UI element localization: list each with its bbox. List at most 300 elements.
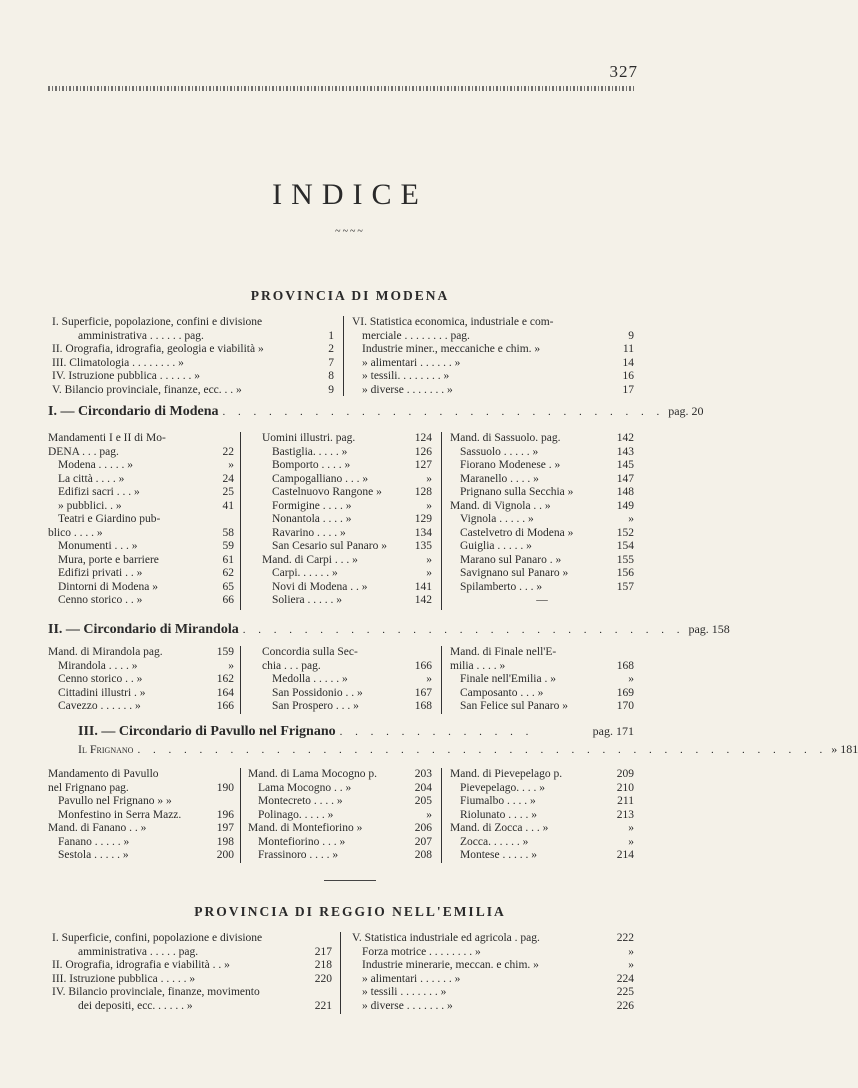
- entry-label: Cenno storico . . »: [58, 673, 143, 685]
- index-entry: [248, 849, 432, 863]
- entry-page: »: [228, 659, 234, 672]
- entry-page: 9: [328, 383, 334, 396]
- entry-label: San Possidonio . . »: [272, 686, 363, 699]
- entry-page: 166: [216, 700, 234, 712]
- entry-label: Ravarino . . . . »: [272, 526, 346, 539]
- entry-page: 198: [216, 835, 234, 848]
- entry-page: »: [628, 513, 634, 525]
- index-entry: [262, 473, 432, 487]
- index-entry: [48, 459, 234, 473]
- index-entry: [52, 1000, 332, 1014]
- index-entry: [262, 594, 432, 608]
- entry-label: Mand. di Carpi . . . »: [262, 553, 358, 566]
- entry-label: IV. Bilancio provinciale, finanze, movimento: [52, 986, 260, 998]
- entry-page: 7: [328, 356, 334, 369]
- entry-page: 65: [222, 580, 234, 593]
- index-entry: [48, 646, 234, 660]
- header-rule: [48, 86, 634, 91]
- circondario-mirandola-heading: II. — Circondario di Mirandola . . . . . . . . . . . . . . . . . . . . . . . . . . . . . pag. 158: [48, 622, 730, 637]
- index-entry: [52, 973, 332, 987]
- index-entry: [450, 687, 634, 701]
- reggio-left-list: [52, 932, 332, 1013]
- entry-page: 14: [622, 356, 634, 369]
- entry-page: 217: [314, 945, 332, 958]
- entry-page: 196: [216, 808, 234, 821]
- index-entry: [450, 660, 634, 674]
- entry-label: Soliera . . . . . »: [272, 594, 342, 606]
- entry-label: merciale . . . . . . . . pag.: [362, 329, 470, 342]
- entry-page: 203: [414, 768, 432, 780]
- column-divider: [240, 768, 241, 863]
- entry-label: Dintorni di Modena »: [58, 580, 158, 593]
- index-entry: [352, 932, 634, 946]
- entry-label: San Cesario sul Panaro »: [272, 540, 387, 552]
- column-divider: [441, 646, 442, 714]
- entry-page: 164: [216, 686, 234, 699]
- index-entry: [262, 687, 432, 701]
- entry-label: Riolunato . . . . »: [460, 808, 537, 821]
- section-separator: [324, 880, 376, 881]
- entry-label: » alimentari . . . . . . »: [362, 972, 461, 985]
- index-entry: [450, 500, 634, 514]
- entry-page: 62: [222, 567, 234, 579]
- index-entry: [248, 836, 432, 850]
- entry-label: IV. Istruzione pubblica . . . . . . »: [52, 370, 200, 382]
- column-divider: [441, 768, 442, 863]
- entry-label: II. Orografia, idrografia, geologia e viabilità »: [52, 343, 264, 355]
- entry-page: 58: [222, 526, 234, 539]
- entry-page: 25: [222, 486, 234, 498]
- entry-label: Montefiorino . . . »: [258, 835, 346, 848]
- title-flourish: ~~~~: [335, 226, 365, 237]
- entry-label: Frassinoro . . . . »: [258, 849, 339, 861]
- entry-page: »: [228, 459, 234, 471]
- entry-page: 204: [414, 781, 432, 794]
- entry-label: Teatri e Giardino pub-: [58, 513, 161, 525]
- entry-label: V. Statistica industriale ed agricola . pag.: [352, 932, 540, 944]
- index-entry: [450, 673, 634, 687]
- entry-page: »: [426, 472, 432, 485]
- index-entry: [48, 700, 234, 714]
- entry-label: Nonantola . . . . »: [272, 513, 352, 525]
- index-entry: [48, 500, 234, 514]
- reggio-heading: PROVINCIA DI REGGIO NELL'EMILIA: [194, 904, 506, 919]
- entry-label: Uomini illustri. pag.: [262, 432, 356, 444]
- index-entry: [352, 986, 634, 1000]
- entry-label: II. Orografia, idrografia e viabilità . . »: [52, 959, 230, 971]
- index-entry: [52, 384, 334, 398]
- entry-page: 22: [222, 445, 234, 458]
- circ3-col1: [48, 768, 234, 863]
- entry-label: Mandamenti I e II di Mo-: [48, 432, 166, 444]
- entry-page: 214: [616, 849, 634, 861]
- circondario-modena-heading: I. — Circondario di Modena . . . . . . . . . . . . . . . . . . . . . . . . . . . . . pag. 20: [48, 404, 704, 419]
- entry-label: III. Climatologia . . . . . . . . »: [52, 356, 184, 369]
- entry-page: 8: [328, 370, 334, 382]
- column-divider: [343, 316, 344, 396]
- entry-page: »: [628, 822, 634, 834]
- index-entry: [262, 459, 432, 473]
- entry-label: Mandamento di Pavullo: [48, 768, 159, 780]
- entry-label: Mura, porte e barriere: [58, 553, 159, 566]
- entry-label: milia . . . . »: [450, 659, 506, 672]
- entry-label: Mand. di Mirandola pag.: [48, 646, 163, 658]
- entry-page: 145: [616, 459, 634, 471]
- entry-page: 208: [414, 849, 432, 861]
- index-entry: [262, 673, 432, 687]
- entry-label: Camposanto . . . »: [460, 686, 544, 699]
- entry-label: blico . . . . »: [48, 526, 103, 539]
- entry-label: Mand. di Finale nell'E-: [450, 646, 557, 658]
- entry-page: 159: [216, 646, 234, 658]
- index-entry: [352, 1000, 634, 1014]
- circ1-col2: [262, 432, 432, 608]
- entry-page: 2: [328, 343, 334, 355]
- index-entry: [450, 822, 634, 836]
- entry-page: 218: [314, 959, 332, 971]
- entry-page: »: [628, 673, 634, 685]
- index-entry: [262, 646, 432, 660]
- index-entry: [48, 486, 234, 500]
- index-entry: [450, 849, 634, 863]
- index-entry: [52, 986, 332, 1000]
- entry-page: 210: [616, 781, 634, 794]
- index-entry: [450, 554, 634, 568]
- entry-page: »: [426, 553, 432, 566]
- index-entry: [48, 432, 234, 446]
- entry-page: 167: [414, 686, 432, 699]
- entry-page: 41: [222, 499, 234, 512]
- entry-page: 128: [414, 486, 432, 498]
- circ1-col1: [48, 432, 234, 608]
- entry-page: 147: [616, 472, 634, 485]
- index-entry: [48, 567, 234, 581]
- index-entry: [52, 330, 334, 344]
- index-entry: [352, 343, 634, 357]
- entry-page: 170: [616, 700, 634, 712]
- entry-label: Concordia sulla Sec-: [262, 646, 358, 658]
- entry-page: 9: [628, 329, 634, 342]
- entry-page: 225: [616, 986, 634, 998]
- entry-label: Lama Mocogno . . »: [258, 781, 352, 794]
- entry-label: Montese . . . . . »: [460, 849, 537, 861]
- entry-label: Marano sul Panaro . »: [460, 553, 562, 566]
- index-entry: [352, 946, 634, 960]
- index-entry: [352, 384, 634, 398]
- index-entry: [450, 594, 634, 608]
- index-entry: [262, 660, 432, 674]
- entry-page: 17: [622, 383, 634, 396]
- index-entry: [262, 432, 432, 446]
- circondario-pavullo-heading: III. — Circondario di Pavullo nel Frignano . . . . . . . . . . . . . pag. 171: [78, 724, 634, 739]
- modena-heading: PROVINCIA DI MODENA: [250, 288, 450, 303]
- index-entry: [48, 795, 234, 809]
- index-entry: [450, 836, 634, 850]
- entry-page: 226: [616, 999, 634, 1012]
- entry-label: III. Istruzione pubblica . . . . . »: [52, 972, 196, 985]
- index-entry: [262, 700, 432, 714]
- entry-label: Industrie miner., meccaniche e chim. »: [362, 343, 541, 355]
- entry-label: Maranello . . . . »: [460, 472, 539, 485]
- entry-label: Edifizi privati . . »: [58, 567, 143, 579]
- entry-page: 66: [222, 594, 234, 606]
- index-entry: [48, 473, 234, 487]
- entry-page: 162: [216, 673, 234, 685]
- index-entry: [48, 660, 234, 674]
- entry-label: Cenno storico . . »: [58, 594, 143, 606]
- entry-label: San Felice sul Panaro »: [460, 700, 568, 712]
- entry-label: Pievepelago. . . . »: [460, 781, 545, 794]
- entry-page: 205: [414, 795, 432, 807]
- entry-page: 206: [414, 822, 432, 834]
- entry-label: Mand. di Montefiorino »: [248, 822, 363, 834]
- page-number: 327: [609, 62, 638, 81]
- entry-label: Monfestino in Serra Mazz.: [58, 808, 182, 821]
- index-entry: [450, 486, 634, 500]
- index-entry: [450, 700, 634, 714]
- index-entry: [262, 446, 432, 460]
- index-entry: [262, 540, 432, 554]
- index-entry: [48, 513, 234, 527]
- entry-page: »: [426, 567, 432, 579]
- entry-label: Mand. di Lama Mocogno p.: [248, 768, 378, 780]
- entry-page: 142: [616, 432, 634, 444]
- entry-label: Sassuolo . . . . . »: [460, 445, 539, 458]
- entry-label: » pubblici. . »: [58, 499, 122, 512]
- entry-label: Spilamberto . . . »: [460, 580, 543, 593]
- index-entry: [352, 370, 634, 384]
- entry-page: 149: [616, 499, 634, 512]
- index-entry: [450, 513, 634, 527]
- entry-page: 1: [328, 329, 334, 342]
- entry-label: I. Superficie, popolazione, confini e divisione: [52, 316, 263, 328]
- entry-page: »: [628, 945, 634, 958]
- index-entry: [262, 567, 432, 581]
- entry-label: amministrativa . . . . . . pag.: [78, 329, 204, 342]
- index-entry: [352, 959, 634, 973]
- entry-page: »: [426, 808, 432, 821]
- entry-page: 222: [616, 932, 634, 944]
- circ1-col3: [450, 432, 634, 608]
- frignano-row: Il Frignano . . . . . . . . . . . . . . . . . . . . . . . . . . . . . . . . . . . . . . . . . . . . . » 181: [78, 742, 858, 756]
- entry-label: Mirandola . . . . »: [58, 659, 138, 672]
- index-entry: [262, 500, 432, 514]
- index-entry: [248, 809, 432, 823]
- entry-page: 124: [414, 432, 432, 444]
- entry-label: Fanano . . . . . »: [58, 835, 130, 848]
- index-entry: [48, 527, 234, 541]
- index-entry: [450, 581, 634, 595]
- entry-label: Mand. di Vignola . . »: [450, 499, 551, 512]
- index-entry: [48, 822, 234, 836]
- index-entry: [450, 432, 634, 446]
- entry-label: La città . . . . »: [58, 472, 125, 485]
- entry-page: 135: [414, 540, 432, 552]
- entry-label: Cavezzo . . . . . . »: [58, 700, 141, 712]
- entry-label: amministrativa . . . . . pag.: [78, 945, 199, 958]
- index-entry: [450, 473, 634, 487]
- entry-label: Savignano sul Panaro »: [460, 567, 569, 579]
- entry-page: »: [426, 673, 432, 685]
- index-entry: [248, 822, 432, 836]
- entry-label: Medolla . . . . . »: [272, 673, 348, 685]
- entry-page: 168: [616, 659, 634, 672]
- index-entry: [48, 849, 234, 863]
- entry-label: Modena . . . . . »: [58, 459, 134, 471]
- column-divider: [240, 646, 241, 714]
- index-entry: [352, 330, 634, 344]
- index-entry: [450, 809, 634, 823]
- column-divider: [441, 432, 442, 610]
- entry-label: dei depositi, ecc. . . . . . »: [78, 999, 193, 1012]
- index-entry: [52, 959, 332, 973]
- index-entry: [450, 446, 634, 460]
- entry-page: 224: [616, 972, 634, 985]
- entry-label: Bastiglia. . . . . »: [272, 445, 348, 458]
- page-title: INDICE: [272, 178, 428, 211]
- entry-page: 24: [222, 472, 234, 485]
- index-entry: [52, 357, 334, 371]
- circ2-col3: [450, 646, 634, 714]
- entry-label: Fiumalbo . . . . »: [460, 795, 536, 807]
- entry-page: 209: [616, 768, 634, 780]
- index-entry: [352, 357, 634, 371]
- entry-label: Vignola . . . . . »: [460, 513, 534, 525]
- entry-page: »: [628, 835, 634, 848]
- entry-label: Monumenti . . . »: [58, 540, 138, 552]
- entry-page: 220: [314, 972, 332, 985]
- entry-label: Mand. di Sassuolo. pag.: [450, 432, 561, 444]
- index-entry: [48, 540, 234, 554]
- index-entry: [52, 370, 334, 384]
- index-entry: [450, 540, 634, 554]
- entry-label: Mand. di Fanano . . »: [48, 822, 147, 834]
- index-entry: [352, 316, 634, 330]
- index-entry: [248, 782, 432, 796]
- circ2-col1: [48, 646, 234, 714]
- entry-page: 59: [222, 540, 234, 552]
- entry-label: Castelvetro di Modena »: [460, 526, 574, 539]
- entry-page: 197: [216, 822, 234, 834]
- entry-label: VI. Statistica economica, industriale e com-: [352, 316, 554, 328]
- entry-label: Formigine . . . . »: [272, 499, 352, 512]
- entry-label: » tessili . . . . . . . »: [362, 986, 447, 998]
- entry-label: Prignano sulla Secchia »: [460, 486, 574, 498]
- entry-label: » diverse . . . . . . . »: [362, 383, 453, 396]
- entry-label: Carpi. . . . . . »: [272, 567, 338, 579]
- index-entry: [48, 594, 234, 608]
- entry-label: Campogalliano . . . »: [272, 472, 369, 485]
- entry-page: 142: [414, 594, 432, 606]
- entry-page: 148: [616, 486, 634, 498]
- entry-page: 155: [616, 553, 634, 566]
- entry-page: 157: [616, 580, 634, 593]
- entry-label: Zocca. . . . . . »: [460, 835, 529, 848]
- index-entry: [450, 782, 634, 796]
- entry-label: Cittadini illustri . »: [58, 686, 146, 699]
- entry-page: 127: [414, 459, 432, 471]
- entry-page: 211: [617, 795, 634, 807]
- entry-label: —: [536, 594, 548, 606]
- entry-label: Fiorano Modenese . »: [460, 459, 561, 471]
- entry-page: 16: [622, 370, 634, 382]
- index-entry: [48, 809, 234, 823]
- modena-left-list: [52, 316, 334, 397]
- entry-label: » alimentari . . . . . . »: [362, 356, 461, 369]
- index-entry: [52, 343, 334, 357]
- index-entry: [450, 646, 634, 660]
- entry-label: Forza motrice . . . . . . . . »: [362, 945, 481, 958]
- index-entry: [262, 581, 432, 595]
- entry-label: chia . . . pag.: [262, 659, 321, 672]
- index-entry: [450, 795, 634, 809]
- index-entry: [262, 513, 432, 527]
- entry-label: Mand. di Pievepelago p.: [450, 768, 563, 780]
- circ2-col2: [262, 646, 432, 714]
- entry-label: Castelnuovo Rangone »: [272, 486, 382, 498]
- index-entry: [52, 316, 334, 330]
- entry-label: Novi di Modena . . »: [272, 580, 368, 593]
- entry-page: »: [628, 959, 634, 971]
- column-divider: [240, 432, 241, 610]
- index-entry: [262, 554, 432, 568]
- entry-label: » tessili. . . . . . . . »: [362, 370, 450, 382]
- entry-label: V. Bilancio provinciale, finanze, ecc. . . »: [52, 383, 242, 396]
- circ3-col2: [248, 768, 432, 863]
- entry-page: 156: [616, 567, 634, 579]
- entry-label: » diverse . . . . . . . »: [362, 999, 453, 1012]
- entry-page: 61: [222, 553, 234, 566]
- index-entry: [52, 932, 332, 946]
- entry-page: 213: [616, 808, 634, 821]
- entry-page: 190: [216, 781, 234, 794]
- entry-label: Polinago. . . . . »: [258, 808, 334, 821]
- index-entry: [48, 446, 234, 460]
- entry-page: 169: [616, 686, 634, 699]
- entry-label: Bomporto . . . . »: [272, 459, 351, 471]
- index-entry: [450, 459, 634, 473]
- entry-page: 11: [622, 343, 634, 355]
- entry-page: »: [426, 499, 432, 512]
- index-entry: [248, 768, 432, 782]
- entry-label: Pavullo nel Frignano » »: [58, 795, 172, 807]
- index-entry: [48, 782, 234, 796]
- index-entry: [352, 973, 634, 987]
- modena-right-list: [352, 316, 634, 397]
- index-entry: [48, 554, 234, 568]
- index-entry: [48, 687, 234, 701]
- entry-page: 168: [414, 700, 432, 712]
- entry-page: 166: [414, 659, 432, 672]
- index-entry: [52, 946, 332, 960]
- index-entry: [48, 581, 234, 595]
- index-entry: [48, 836, 234, 850]
- index-entry: [450, 567, 634, 581]
- entry-page: 221: [314, 999, 332, 1012]
- entry-page: 143: [616, 445, 634, 458]
- entry-label: I. Superficie, confini, popolazione e divisione: [52, 932, 263, 944]
- entry-label: Guiglia . . . . . »: [460, 540, 532, 552]
- entry-label: Industrie minerarie, meccan. e chim. »: [362, 959, 539, 971]
- entry-page: 134: [414, 526, 432, 539]
- entry-page: 207: [414, 835, 432, 848]
- index-entry: [48, 673, 234, 687]
- entry-label: DENA . . . pag.: [48, 445, 119, 458]
- entry-page: 154: [616, 540, 634, 552]
- reggio-right-list: [352, 932, 634, 1013]
- entry-label: Finale nell'Emilia . »: [460, 673, 556, 685]
- index-entry: [450, 768, 634, 782]
